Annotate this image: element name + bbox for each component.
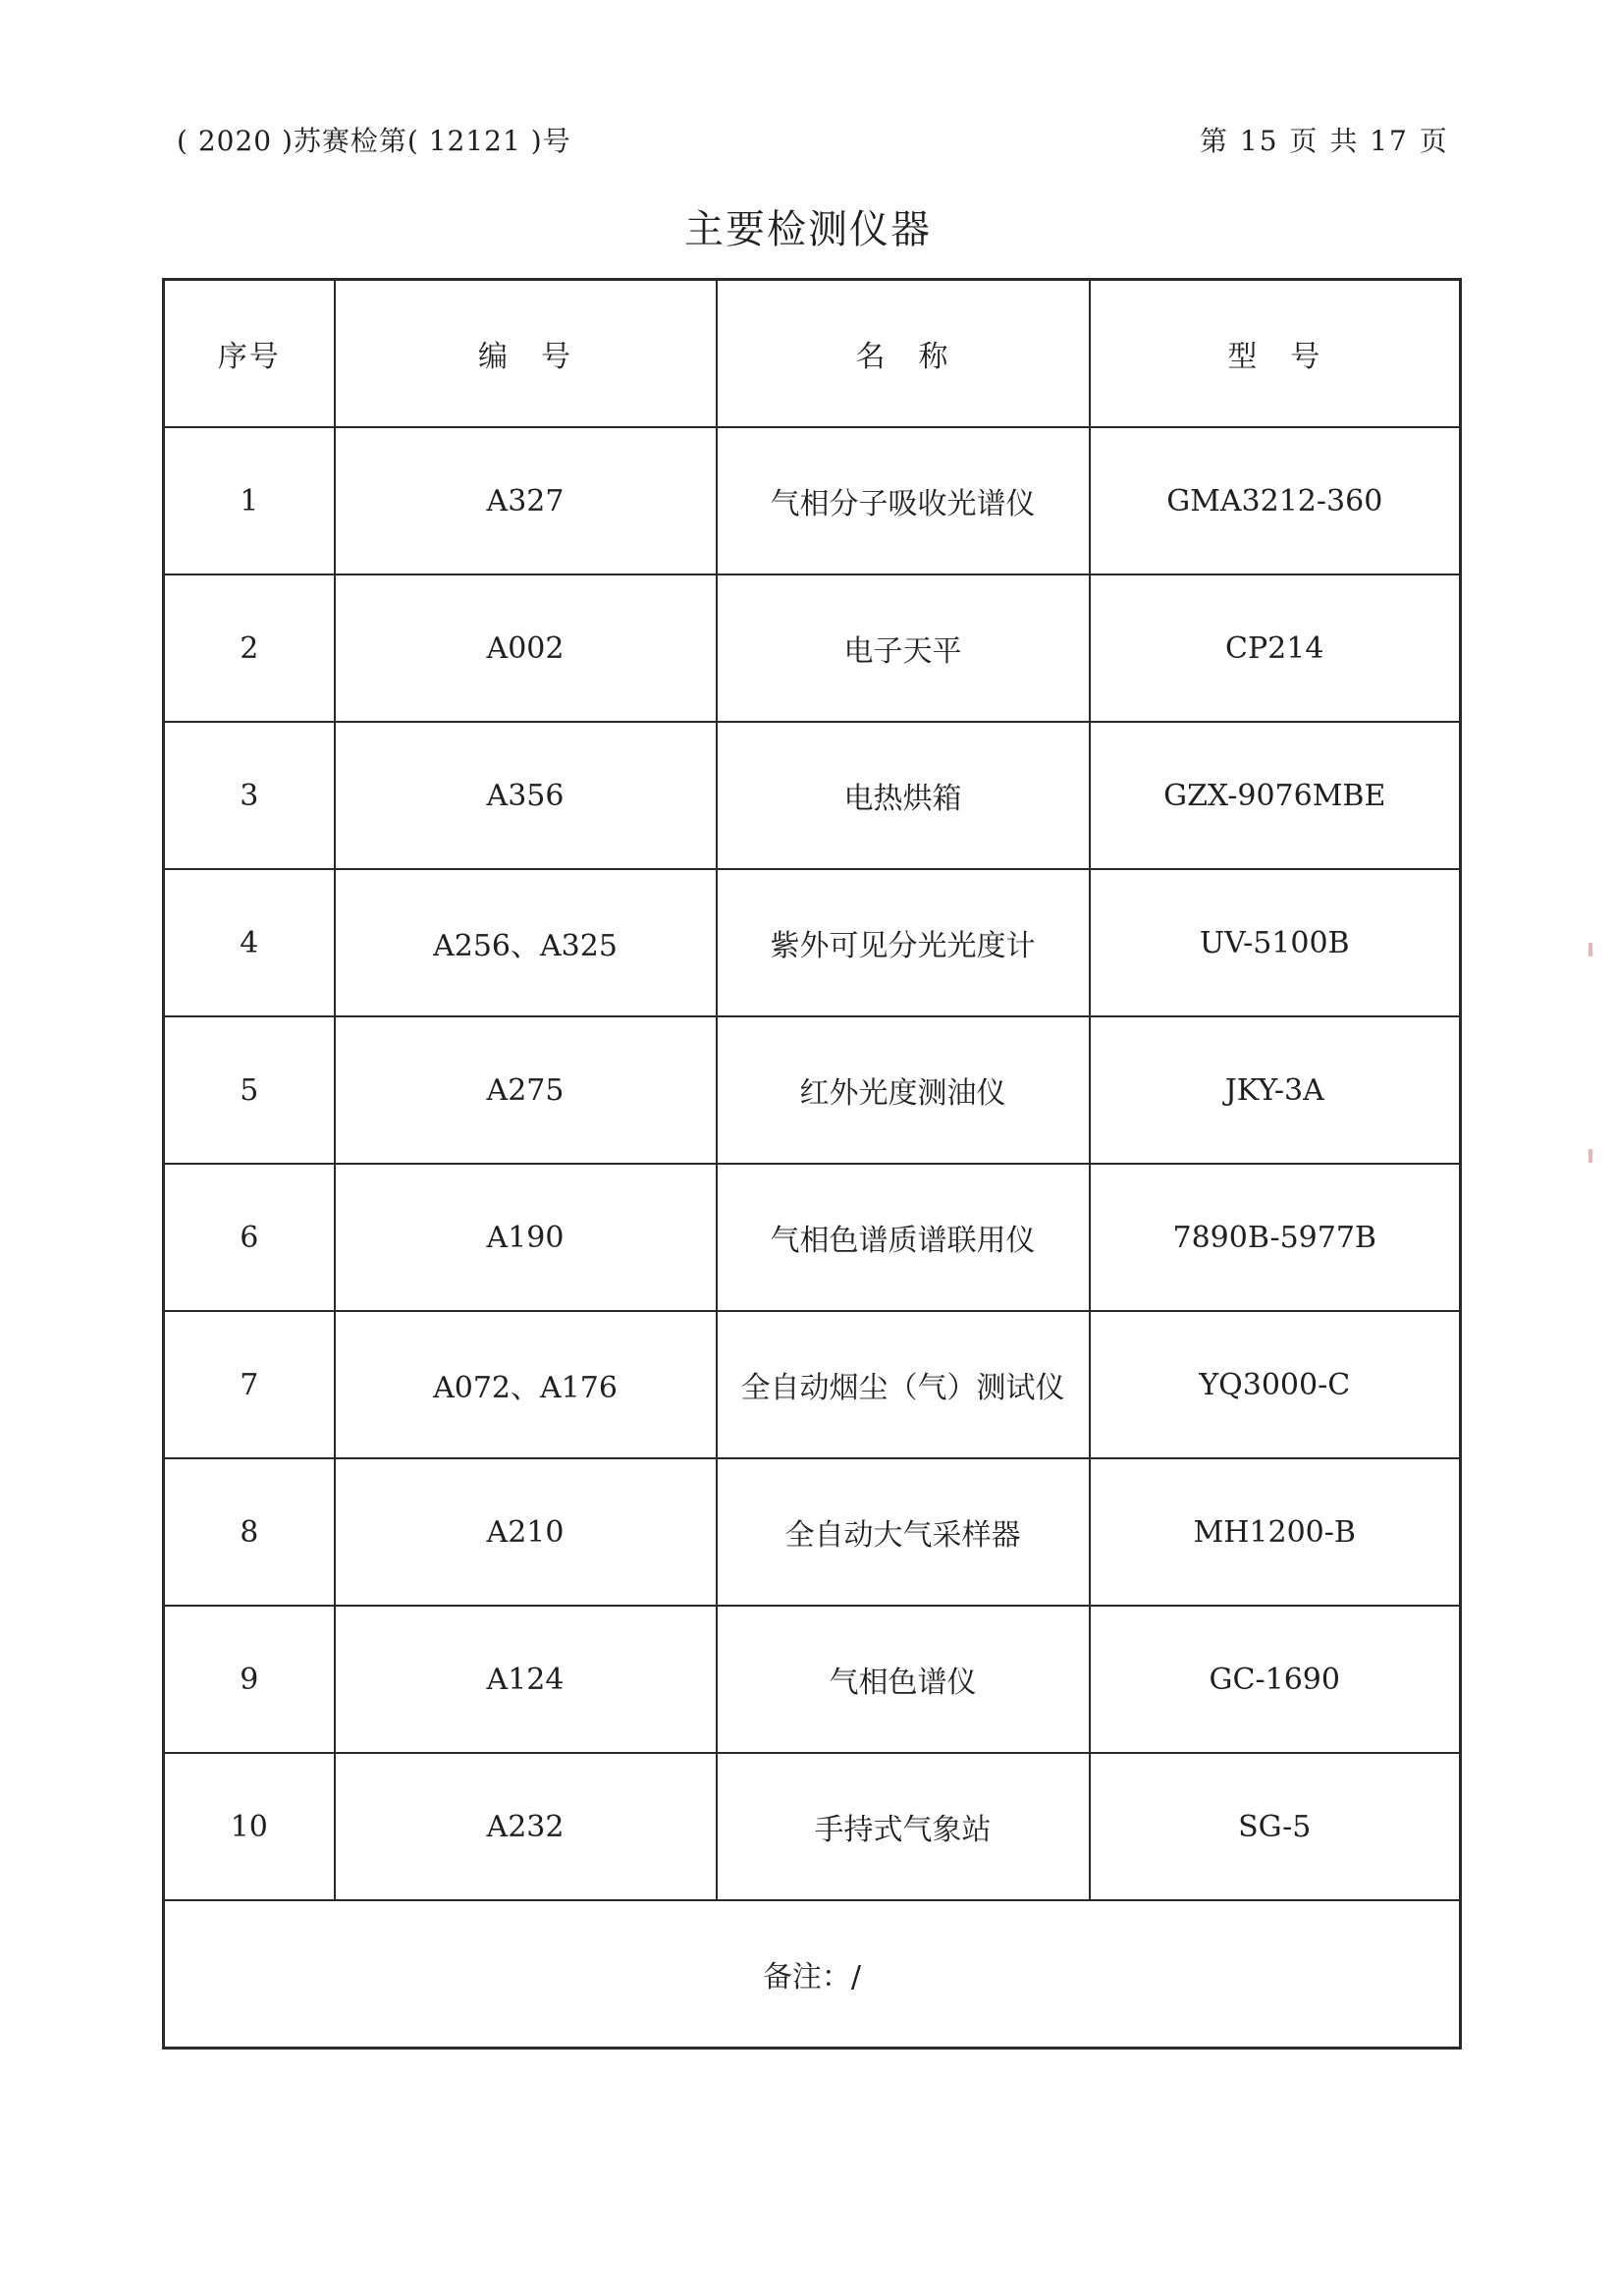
table-row bbox=[164, 1753, 1461, 1900]
instrument-code: A002 bbox=[335, 574, 717, 722]
scan-edge-mark bbox=[1589, 943, 1592, 957]
instrument-name: 手持式气象站 bbox=[717, 1753, 1090, 1900]
instrument-name: 全自动大气采样器 bbox=[717, 1458, 1090, 1606]
row-index: 3 bbox=[164, 722, 335, 869]
instrument-code: A275 bbox=[335, 1016, 717, 1164]
table-row bbox=[164, 1606, 1461, 1753]
row-index: 5 bbox=[164, 1016, 335, 1164]
instrument-code: A072、A176 bbox=[335, 1311, 717, 1458]
column-header-model: 型 号 bbox=[1090, 280, 1461, 428]
remark-row bbox=[164, 1900, 1461, 2049]
page-info: 第 15 页 共 17 页 bbox=[1200, 125, 1449, 157]
instrument-model: CP214 bbox=[1090, 574, 1461, 722]
instrument-model: JKY-3A bbox=[1090, 1016, 1461, 1164]
table-header-row bbox=[164, 280, 1461, 428]
instrument-name: 气相分子吸收光谱仪 bbox=[717, 427, 1090, 574]
instrument-name: 紫外可见分光光度计 bbox=[717, 869, 1090, 1016]
instrument-model: MH1200-B bbox=[1090, 1458, 1461, 1606]
table-row bbox=[164, 1164, 1461, 1311]
instrument-name: 电子天平 bbox=[717, 574, 1090, 722]
instrument-model: UV-5100B bbox=[1090, 869, 1461, 1016]
instruments-table bbox=[162, 278, 1462, 2050]
report-number: ( 2020 )苏赛检第( 12121 )号 bbox=[177, 125, 571, 157]
column-header-index: 序号 bbox=[164, 280, 335, 428]
instrument-code: A210 bbox=[335, 1458, 717, 1606]
instrument-name: 气相色谱质谱联用仪 bbox=[717, 1164, 1090, 1311]
row-index: 9 bbox=[164, 1606, 335, 1753]
instrument-model: GC-1690 bbox=[1090, 1606, 1461, 1753]
table-row bbox=[164, 1016, 1461, 1164]
instrument-code: A124 bbox=[335, 1606, 717, 1753]
row-index: 6 bbox=[164, 1164, 335, 1311]
instrument-code: A232 bbox=[335, 1753, 717, 1900]
instrument-model: GMA3212-360 bbox=[1090, 427, 1461, 574]
table-row bbox=[164, 427, 1461, 574]
instrument-code: A190 bbox=[335, 1164, 717, 1311]
row-index: 10 bbox=[164, 1753, 335, 1900]
row-index: 7 bbox=[164, 1311, 335, 1458]
row-index: 8 bbox=[164, 1458, 335, 1606]
table-row bbox=[164, 722, 1461, 869]
remark-text: 备注：/ bbox=[164, 1900, 1461, 2049]
instrument-code: A256、A325 bbox=[335, 869, 717, 1016]
instrument-name: 电热烘箱 bbox=[717, 722, 1090, 869]
table-row bbox=[164, 869, 1461, 1016]
instrument-code: A327 bbox=[335, 427, 717, 574]
instrument-model: YQ3000-C bbox=[1090, 1311, 1461, 1458]
instrument-model: SG-5 bbox=[1090, 1753, 1461, 1900]
instrument-model: 7890B-5977B bbox=[1090, 1164, 1461, 1311]
column-header-code: 编 号 bbox=[335, 280, 717, 428]
table-row bbox=[164, 1311, 1461, 1458]
scan-edge-mark bbox=[1589, 1149, 1592, 1163]
row-index: 1 bbox=[164, 427, 335, 574]
instrument-name: 全自动烟尘（气）测试仪 bbox=[717, 1311, 1090, 1458]
row-index: 4 bbox=[164, 869, 335, 1016]
instrument-name: 气相色谱仪 bbox=[717, 1606, 1090, 1753]
instrument-code: A356 bbox=[335, 722, 717, 869]
row-index: 2 bbox=[164, 574, 335, 722]
instrument-model: GZX-9076MBE bbox=[1090, 722, 1461, 869]
instrument-name: 红外光度测油仪 bbox=[717, 1016, 1090, 1164]
table-row bbox=[164, 574, 1461, 722]
table-row bbox=[164, 1458, 1461, 1606]
column-header-name: 名 称 bbox=[717, 280, 1090, 428]
document-title: 主要检测仪器 bbox=[684, 207, 932, 252]
